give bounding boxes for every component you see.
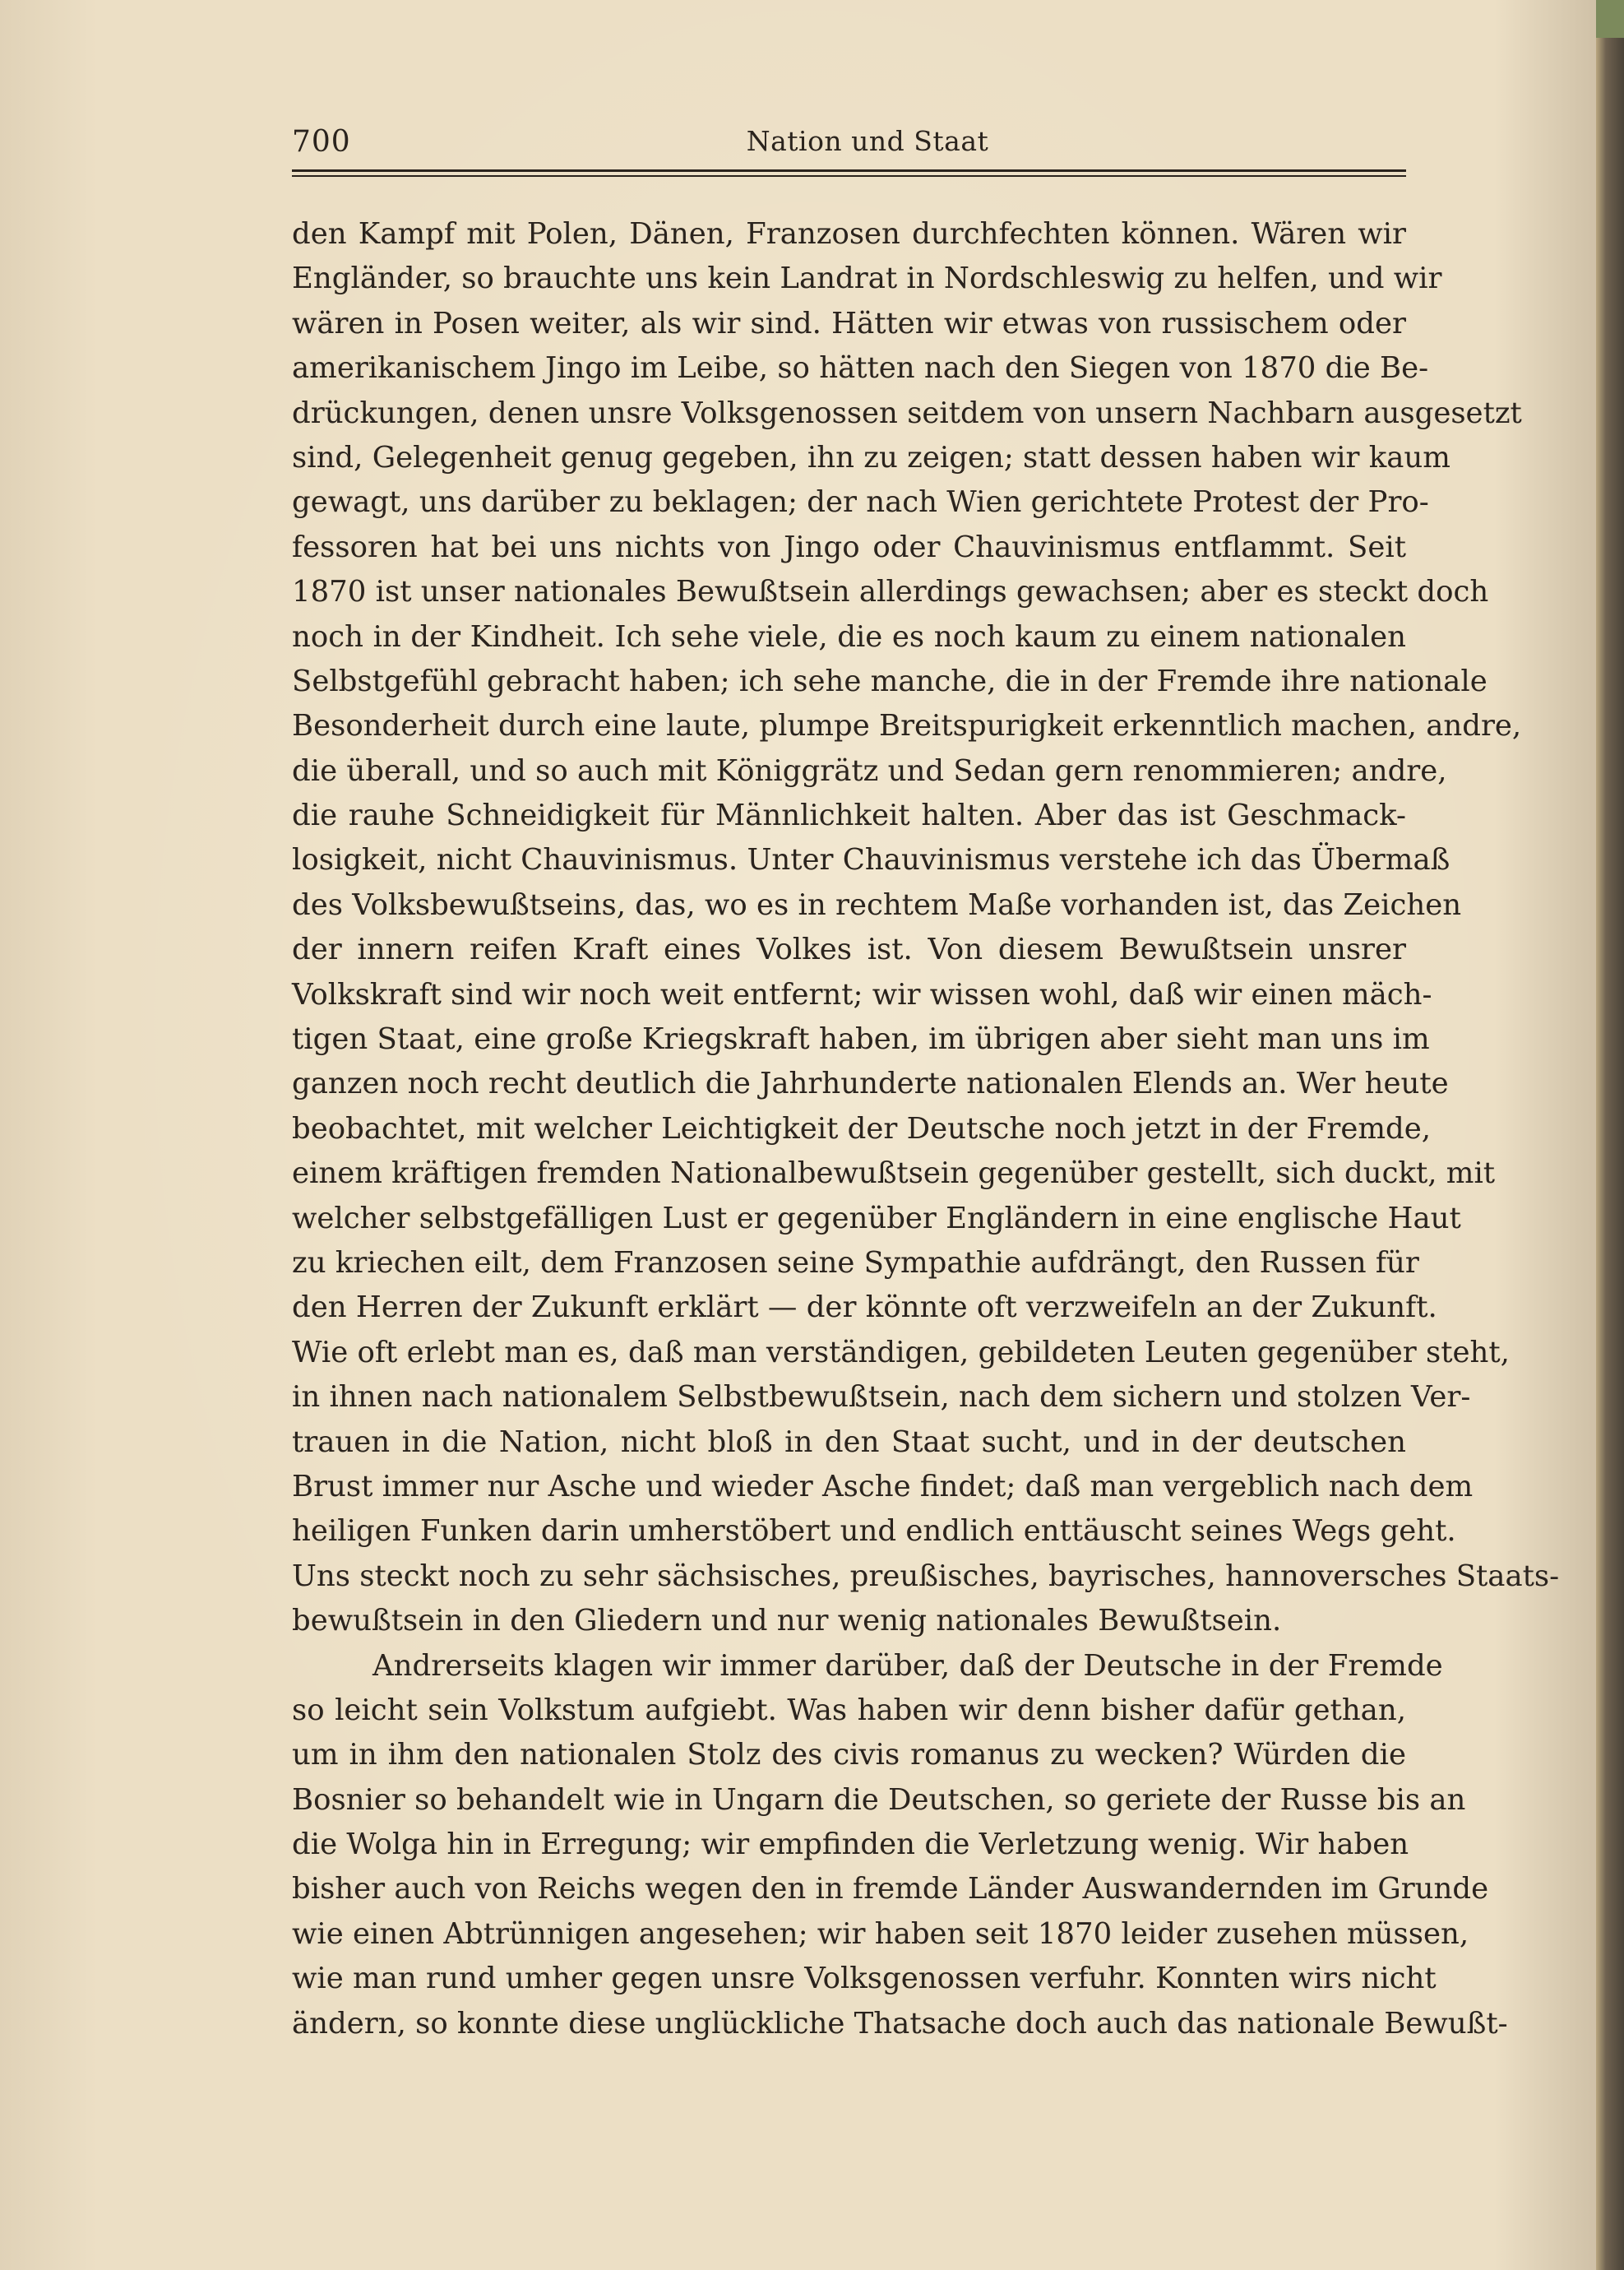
header-rule-bottom xyxy=(292,175,1406,177)
text-line: zu kriechen eilt, dem Franzosen seine Sympathie aufdrängt, den Russen für xyxy=(292,1245,1419,1280)
text-line: wie einen Abtrünnigen angesehen; wir haben seit 1870 leider zusehen müssen, xyxy=(292,1916,1469,1951)
text-line: bisher auch von Reichs wegen den in fremde Länder Auswandernden im Grunde xyxy=(292,1872,1489,1906)
text-line: Besonderheit durch eine laute, plumpe Breitspurigkeit erkenntlich machen, andre, xyxy=(292,709,1522,744)
text-line: ganzen noch recht deutlich die Jahrhunderte nationalen Elends an. Wer heute xyxy=(292,1067,1449,1101)
text-line: wie man rund umher gegen unsre Volksgenossen verfuhr. Konnten wirs nicht xyxy=(292,1962,1437,1996)
header-rule-top xyxy=(292,169,1406,172)
text-line: um in ihm den nationalen Stolz des civis romanus zu wecken? Würden die xyxy=(292,1738,1406,1772)
text-line: sind, Gelegenheit genug gegeben, ihn zu zeigen; statt dessen haben wir kaum xyxy=(292,440,1450,475)
text-line: Selbstgefühl gebracht haben; ich sehe manche, die in der Fremde ihre nationale xyxy=(292,664,1488,698)
text-line: fessoren hat bei uns nichts von Jingo oder Chauvinismus entflammt. Seit xyxy=(292,530,1406,564)
text-line: die überall, und so auch mit Königgrätz und Sedan gern renommieren; andre, xyxy=(292,753,1447,788)
adjacent-page-strip xyxy=(1596,0,1624,38)
text-line: tigen Staat, eine große Kriegskraft haben, im übrigen aber sieht man uns im xyxy=(292,1022,1430,1057)
body-text xyxy=(292,212,1560,2046)
page-edge-shadow xyxy=(1596,0,1624,2270)
text-line: noch in der Kindheit. Ich sehe viele, die es noch kaum zu einem nationalen xyxy=(292,619,1406,654)
text-line: den Herren der Zukunft erklärt — der könnte oft verzweifeln an der Zukunft. xyxy=(292,1290,1437,1325)
text-line: in ihnen nach nationalem Selbstbewußtsein, nach dem sichern und stolzen Ver- xyxy=(292,1380,1471,1415)
text-line: heiligen Funken darin umherstöbert und endlich enttäuscht seines Wegs geht. xyxy=(292,1514,1456,1549)
text-line: gewagt, uns darüber zu beklagen; der nach Wien gerichtete Protest der Pro- xyxy=(292,485,1429,520)
paragraph-start-line: Andrerseits klagen wir immer darüber, daß der Deutsche in der Fremde xyxy=(372,1648,1443,1683)
text-line: 1870 ist unser nationales Bewußtsein allerdings gewachsen; aber es steckt doch xyxy=(292,575,1489,609)
page-header xyxy=(292,122,1406,163)
text-line: der innern reifen Kraft eines Volkes ist. Von diesem Bewußtsein unsrer xyxy=(292,933,1406,967)
text-line: beobachtet, mit welcher Leichtigkeit der Deutsche noch jetzt in der Fremde, xyxy=(292,1111,1432,1146)
text-line: Engländer, so brauchte uns kein Landrat in Nordschleswig zu helfen, und wir xyxy=(292,262,1442,296)
text-line: Volkskraft sind wir noch weit entfernt; wir wissen wohl, daß wir einen mäch- xyxy=(292,977,1432,1012)
text-line: Bosnier so behandelt wie in Ungarn die Deutschen, so geriete der Russe bis an xyxy=(292,1782,1466,1817)
text-line: Uns steckt noch zu sehr sächsisches, preußisches, bayrisches, hannoversches Staats- xyxy=(292,1559,1560,1593)
text-line: losigkeit, nicht Chauvinismus. Unter Chauvinismus verstehe ich das Übermaß xyxy=(292,843,1450,878)
running-title: Nation und Staat xyxy=(746,125,989,157)
text-line: bewußtsein in den Gliedern und nur wenig nationales Bewußtsein. xyxy=(292,1604,1282,1638)
text-line: einem kräftigen fremden Nationalbewußtsein gegenüber gestellt, sich duckt, mit xyxy=(292,1156,1496,1191)
text-line: welcher selbstgefälligen Lust er gegenüber Engländern in eine englische Haut xyxy=(292,1201,1461,1235)
text-line: drückungen, denen unsre Volksgenossen seitdem von unsern Nachbarn ausgesetzt xyxy=(292,396,1522,430)
text-line: wären in Posen weiter, als wir sind. Hätten wir etwas von russischem oder xyxy=(292,306,1406,340)
text-line: den Kampf mit Polen, Dänen, Franzosen durchfechten können. Wären wir xyxy=(292,217,1406,251)
text-line: trauen in die Nation, nicht bloß in den Staat sucht, und in der deutschen xyxy=(292,1425,1406,1459)
text-line: die rauhe Schneidigkeit für Männlichkeit halten. Aber das ist Geschmack- xyxy=(292,799,1406,833)
text-line: ändern, so konnte diese unglückliche Thatsache doch auch das nationale Bewußt- xyxy=(292,2006,1508,2041)
text-line: so leicht sein Volkstum aufgiebt. Was haben wir denn bisher dafür gethan, xyxy=(292,1693,1406,1727)
text-line: amerikanischem Jingo im Leibe, so hätten nach den Siegen von 1870 die Be- xyxy=(292,351,1429,386)
text-line: die Wolga hin in Erregung; wir empfinden die Verletzung wenig. Wir haben xyxy=(292,1828,1409,1862)
text-line: des Volksbewußtseins, das, wo es in rechtem Maße vorhanden ist, das Zeichen xyxy=(292,887,1462,922)
text-line: Wie oft erlebt man es, daß man verständigen, gebildeten Leuten gegenüber steht, xyxy=(292,1335,1510,1369)
text-line: Brust immer nur Asche und wieder Asche findet; daß man vergeblich nach dem xyxy=(292,1469,1474,1503)
page-number: 700 xyxy=(292,125,351,159)
